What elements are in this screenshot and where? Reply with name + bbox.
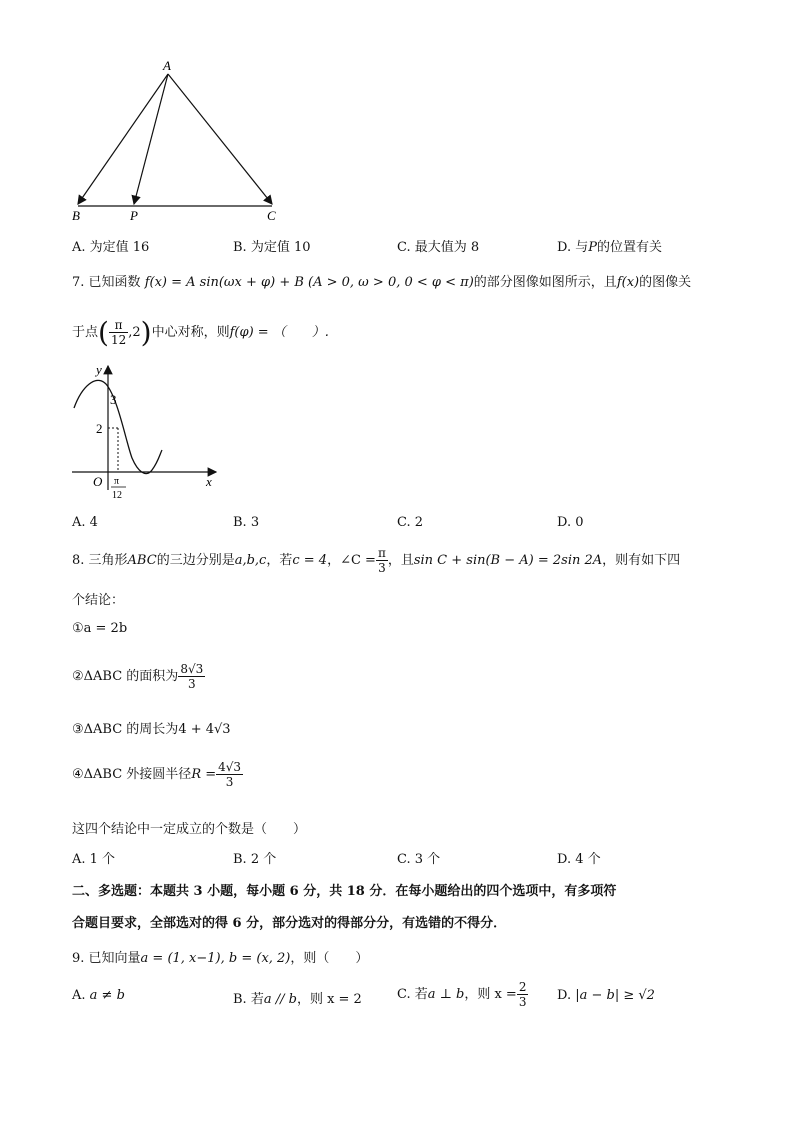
point-y: ,2 (128, 325, 141, 340)
q7-line2-post: 中心对称，则 (151, 325, 230, 340)
q8-option-a[interactable] (72, 848, 115, 867)
q8-frac-den: 3 (378, 561, 386, 575)
q9-option-b-post: ，则 x = 2 (296, 992, 362, 1007)
side-ab (78, 74, 168, 204)
q9-option-a[interactable] (72, 988, 125, 1003)
q8-pre: 8. 三角形 (72, 553, 128, 568)
c2-num: 8√3 (180, 662, 204, 676)
q6-option-c-text: C. 最大值为 8 (397, 240, 480, 255)
sine-graph-figure (66, 362, 226, 502)
q9-option-d[interactable] (557, 988, 655, 1003)
q7-option-a[interactable] (72, 515, 98, 530)
q6-option-d-var: P (588, 240, 597, 255)
label-c: C (267, 208, 276, 223)
conclusion-1-text: ①a = 2b (72, 621, 128, 636)
q7-option-b-text: B. 3 (233, 515, 260, 530)
conclusion-2 (72, 662, 205, 691)
label-a: A (163, 58, 171, 73)
frac-den: 12 (110, 333, 127, 347)
right-paren: ) (140, 316, 152, 349)
q8-cond-pre: ，且 (387, 553, 414, 568)
q9-post: ，则（ ） (290, 951, 369, 966)
q7-option-c[interactable] (397, 515, 423, 530)
q9-option-b-label: B. 若 (233, 992, 264, 1007)
section-2-line2 (72, 912, 506, 931)
x-label: x (206, 474, 212, 489)
q8-angle: ，∠C = (327, 553, 376, 568)
q7-option-a-text: A. 4 (72, 515, 98, 530)
q7-option-d[interactable] (557, 515, 584, 530)
q6-option-c[interactable] (397, 236, 479, 255)
q9-stem (72, 947, 368, 966)
label-b: B (72, 208, 80, 223)
q8-option-c[interactable] (397, 848, 440, 867)
conclusion-4-r: R = (191, 767, 217, 782)
q8-line2-text: 个结论： (72, 593, 125, 608)
conclusion-3-val: 4 + 4√3 (178, 722, 231, 737)
q8-tail (72, 818, 306, 837)
q6-option-d[interactable] (557, 236, 662, 255)
y-label: y (96, 362, 102, 377)
frac-num: π (109, 318, 128, 333)
q9-option-d-expr: |a − b| ≥ √2 (575, 988, 655, 1003)
q8-end: ，则有如下四 (602, 553, 681, 568)
q7-option-b[interactable] (233, 515, 259, 530)
pi-over-12 (109, 318, 128, 347)
q8-c4: c = 4 (292, 553, 328, 568)
q8-option-d-text: D. 4 个 (557, 852, 601, 867)
q8-line1 (72, 546, 680, 575)
tick-3: 3 (110, 392, 117, 407)
q8-frac-num: π (377, 546, 386, 560)
label-p: P (130, 208, 138, 223)
q8-line2 (72, 589, 124, 608)
q7-line1-post: 的部分图像如图所示，且 (473, 275, 617, 290)
q9-option-c-frac (517, 980, 529, 1009)
q8-tail-text: 这四个结论中一定成立的个数是（ ） (72, 822, 307, 837)
conclusion-4-frac (216, 760, 243, 789)
q6-option-a-text: A. 为定值 16 (72, 240, 150, 255)
origin-label: O (93, 474, 103, 489)
sine-curve (74, 380, 162, 473)
q8-sides: a,b,c (234, 553, 267, 568)
q9-option-c-post: ，则 x = (464, 987, 517, 1002)
q9-option-a-expr: a ≠ b (89, 988, 125, 1003)
conclusion-3 (72, 718, 231, 737)
q7-line2-expr: f(φ) = （ ）. (229, 325, 329, 340)
tick-12: 12 (112, 490, 122, 501)
c4-num: 4√3 (218, 760, 242, 774)
triangle-figure (60, 56, 300, 226)
q7-line1-end: 的图像关 (639, 275, 692, 290)
section-2-line1-text: 二、多选题：本题共 3 小题，每小题 6 分，共 18 分．在每小题给出的四个选项中，有多项符 (72, 884, 617, 899)
q7-line2-pre: 于点 (72, 325, 99, 340)
q9-option-d-label: D. (557, 988, 572, 1003)
section-2-line2-text: 合题目要求，全部选对的得 6 分，部分选对的得部分分，有选错的不得分． (72, 916, 507, 931)
q9-option-a-label: A. (72, 988, 86, 1003)
left-paren: ( (98, 316, 109, 349)
section-2-line1 (72, 880, 616, 899)
q9-c-den: 3 (518, 995, 527, 1009)
q9-option-b[interactable] (233, 988, 362, 1007)
q8-option-b[interactable] (233, 848, 276, 867)
q9-option-c[interactable] (397, 980, 528, 1009)
tick-2: 2 (96, 421, 103, 436)
q8-option-a-text: A. 1 个 (72, 852, 116, 867)
q7-line1-pre: 7. 已知函数 (72, 275, 141, 290)
q9-pre: 9. 已知向量 (72, 951, 141, 966)
q6-option-d-pre: D. 与 (557, 240, 589, 255)
q9-option-b-expr: a // b (263, 992, 297, 1007)
q8-abc: ABC (127, 553, 157, 568)
c2-den: 3 (187, 677, 196, 691)
q7-option-d-text: D. 0 (557, 515, 584, 530)
q6-option-b[interactable] (233, 236, 311, 255)
q7-line1 (72, 271, 691, 290)
segment-ap (134, 74, 168, 204)
q8-option-b-text: B. 2 个 (233, 852, 277, 867)
q7-formula: f(x) = A sin(ωx + φ) + B (A > 0, ω > 0, 0 < φ < π) (144, 275, 474, 290)
tick-pi: π (114, 476, 120, 487)
q7-line1-fx: f(x) (616, 275, 640, 290)
q7-option-c-text: C. 2 (397, 515, 424, 530)
q9-option-c-label: C. 若 (397, 987, 428, 1002)
q8-if: ，若 (266, 553, 293, 568)
conclusion-4 (72, 760, 243, 789)
side-ac (168, 74, 272, 204)
q6-option-b-text: B. 为定值 10 (233, 240, 311, 255)
q8-pi-over-3 (376, 546, 388, 575)
conclusion-4-pre: ④ΔABC 外接圆半径 (72, 767, 192, 782)
q8-option-c-text: C. 3 个 (397, 852, 441, 867)
q8-cond: sin C + sin(B − A) = 2sin 2A (413, 553, 603, 568)
q6-option-d-post: 的位置有关 (596, 240, 662, 255)
q7-line2 (72, 316, 329, 349)
conclusion-1 (72, 621, 127, 636)
q9-vectors: a = (1, x−1), b = (x, 2) (140, 951, 291, 966)
conclusion-2-frac (178, 662, 205, 691)
conclusion-2-pre: ②ΔABC 的面积为 (72, 669, 179, 684)
conclusion-3-pre: ③ΔABC 的周长为 (72, 722, 179, 737)
q6-option-a[interactable] (72, 236, 149, 255)
q9-option-c-expr: a ⊥ b (427, 987, 465, 1002)
q9-c-num: 2 (518, 980, 527, 994)
c4-den: 3 (225, 775, 234, 789)
q8-mid: 的三边分别是 (156, 553, 235, 568)
q8-option-d[interactable] (557, 848, 601, 867)
